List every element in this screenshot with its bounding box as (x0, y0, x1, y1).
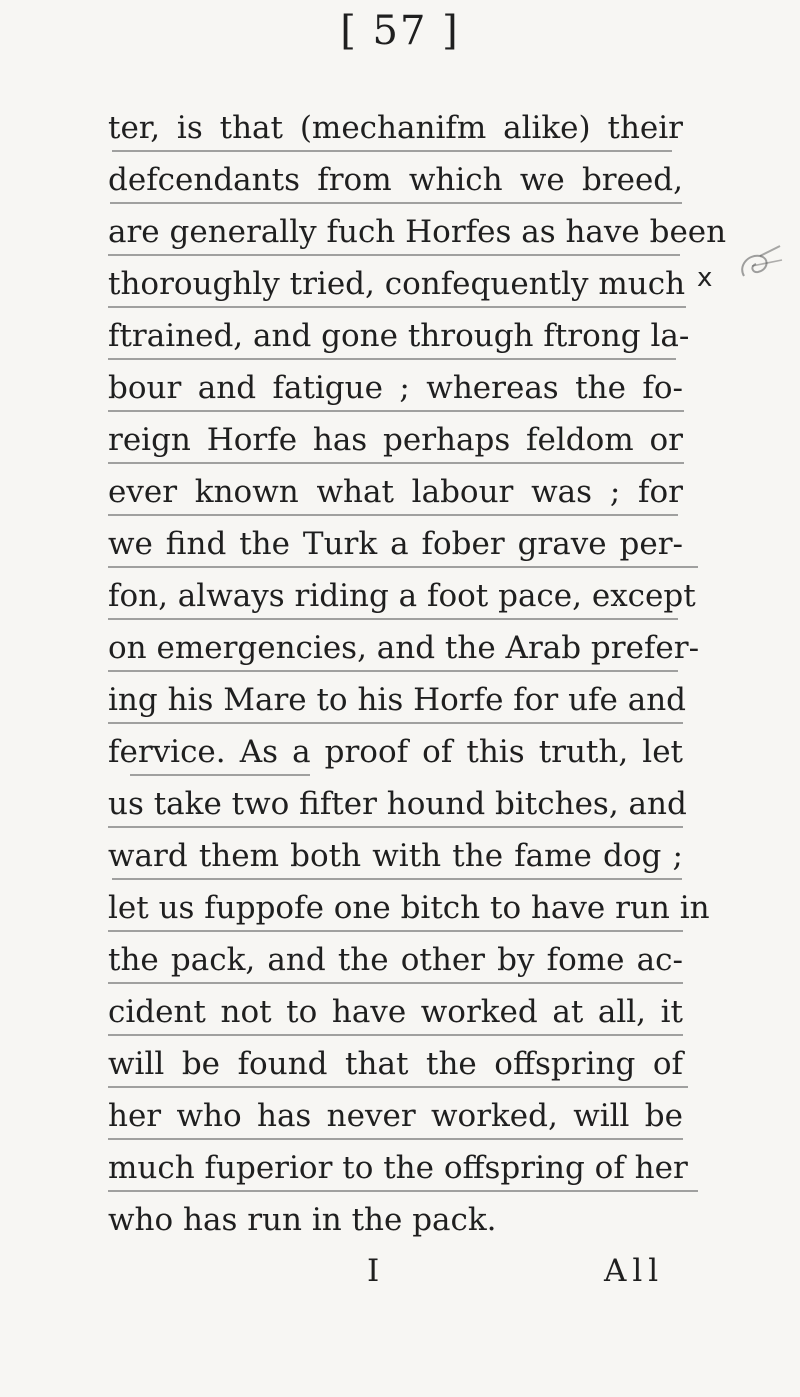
underline (108, 722, 683, 724)
text-line: the pack, and the other by fome ac- (108, 942, 683, 978)
text-line: fon, always riding a foot pace, except (108, 578, 696, 614)
underline (108, 826, 683, 828)
underline (112, 150, 672, 152)
signature-mark: I (367, 1253, 380, 1289)
text-line: us take two fifter hound bitches, and (108, 786, 687, 822)
underline (108, 1034, 683, 1036)
text-line: let us fuppofe one bitch to have run in (108, 890, 710, 926)
text-line: ever known what labour was ; for (108, 474, 683, 510)
text-line-last: who has run in the pack. (108, 1202, 497, 1238)
underline (130, 774, 310, 776)
text-line: ward them both with the fame dog ; (108, 838, 683, 874)
margin-note: x (697, 263, 713, 293)
text-line: reign Horfe has perhaps feldom or (108, 422, 683, 458)
text-line: defcendants from which we breed, (108, 162, 683, 198)
underline (108, 618, 678, 620)
text-line: are generally fuch Horfes as have been (108, 214, 727, 250)
underline (108, 462, 684, 464)
text-line: ing his Mare to his Horfe for ufe and (108, 682, 687, 718)
text-line: ftrained, and gone through ftrong la- (108, 318, 690, 354)
text-line: thoroughly tried, confequently much (108, 266, 686, 302)
underline (108, 1138, 683, 1140)
text-line: fervice. As a proof of this truth, let (108, 734, 683, 770)
text-line: on emergencies, and the Arab prefer- (108, 630, 700, 666)
underline (108, 1190, 698, 1192)
text-line: bour and fatigue ; whereas the fo- (108, 370, 683, 406)
text-line: ter, is that (mechanifm alike) their (108, 110, 683, 146)
underline (108, 1086, 688, 1088)
text-line: much fuperior to the offspring of her (108, 1150, 688, 1186)
text-line: will be found that the offspring of (108, 1046, 683, 1082)
underline (112, 878, 682, 880)
underline (108, 254, 680, 256)
page-number: [ 57 ] (340, 8, 460, 54)
text-line: cident not to have worked at all, it (108, 994, 683, 1030)
catchword: All (604, 1253, 665, 1289)
underline (108, 306, 686, 308)
underline (108, 566, 698, 568)
underline (110, 202, 682, 204)
underline (108, 514, 678, 516)
underline (108, 930, 683, 932)
underline (108, 670, 678, 672)
text-line: her who has never worked, will be (108, 1098, 683, 1134)
margin-scribble-icon (730, 236, 790, 296)
text-line: we find the Turk a fober grave per- (108, 526, 683, 562)
underline (108, 410, 684, 412)
underline (108, 982, 683, 984)
underline (108, 358, 676, 360)
